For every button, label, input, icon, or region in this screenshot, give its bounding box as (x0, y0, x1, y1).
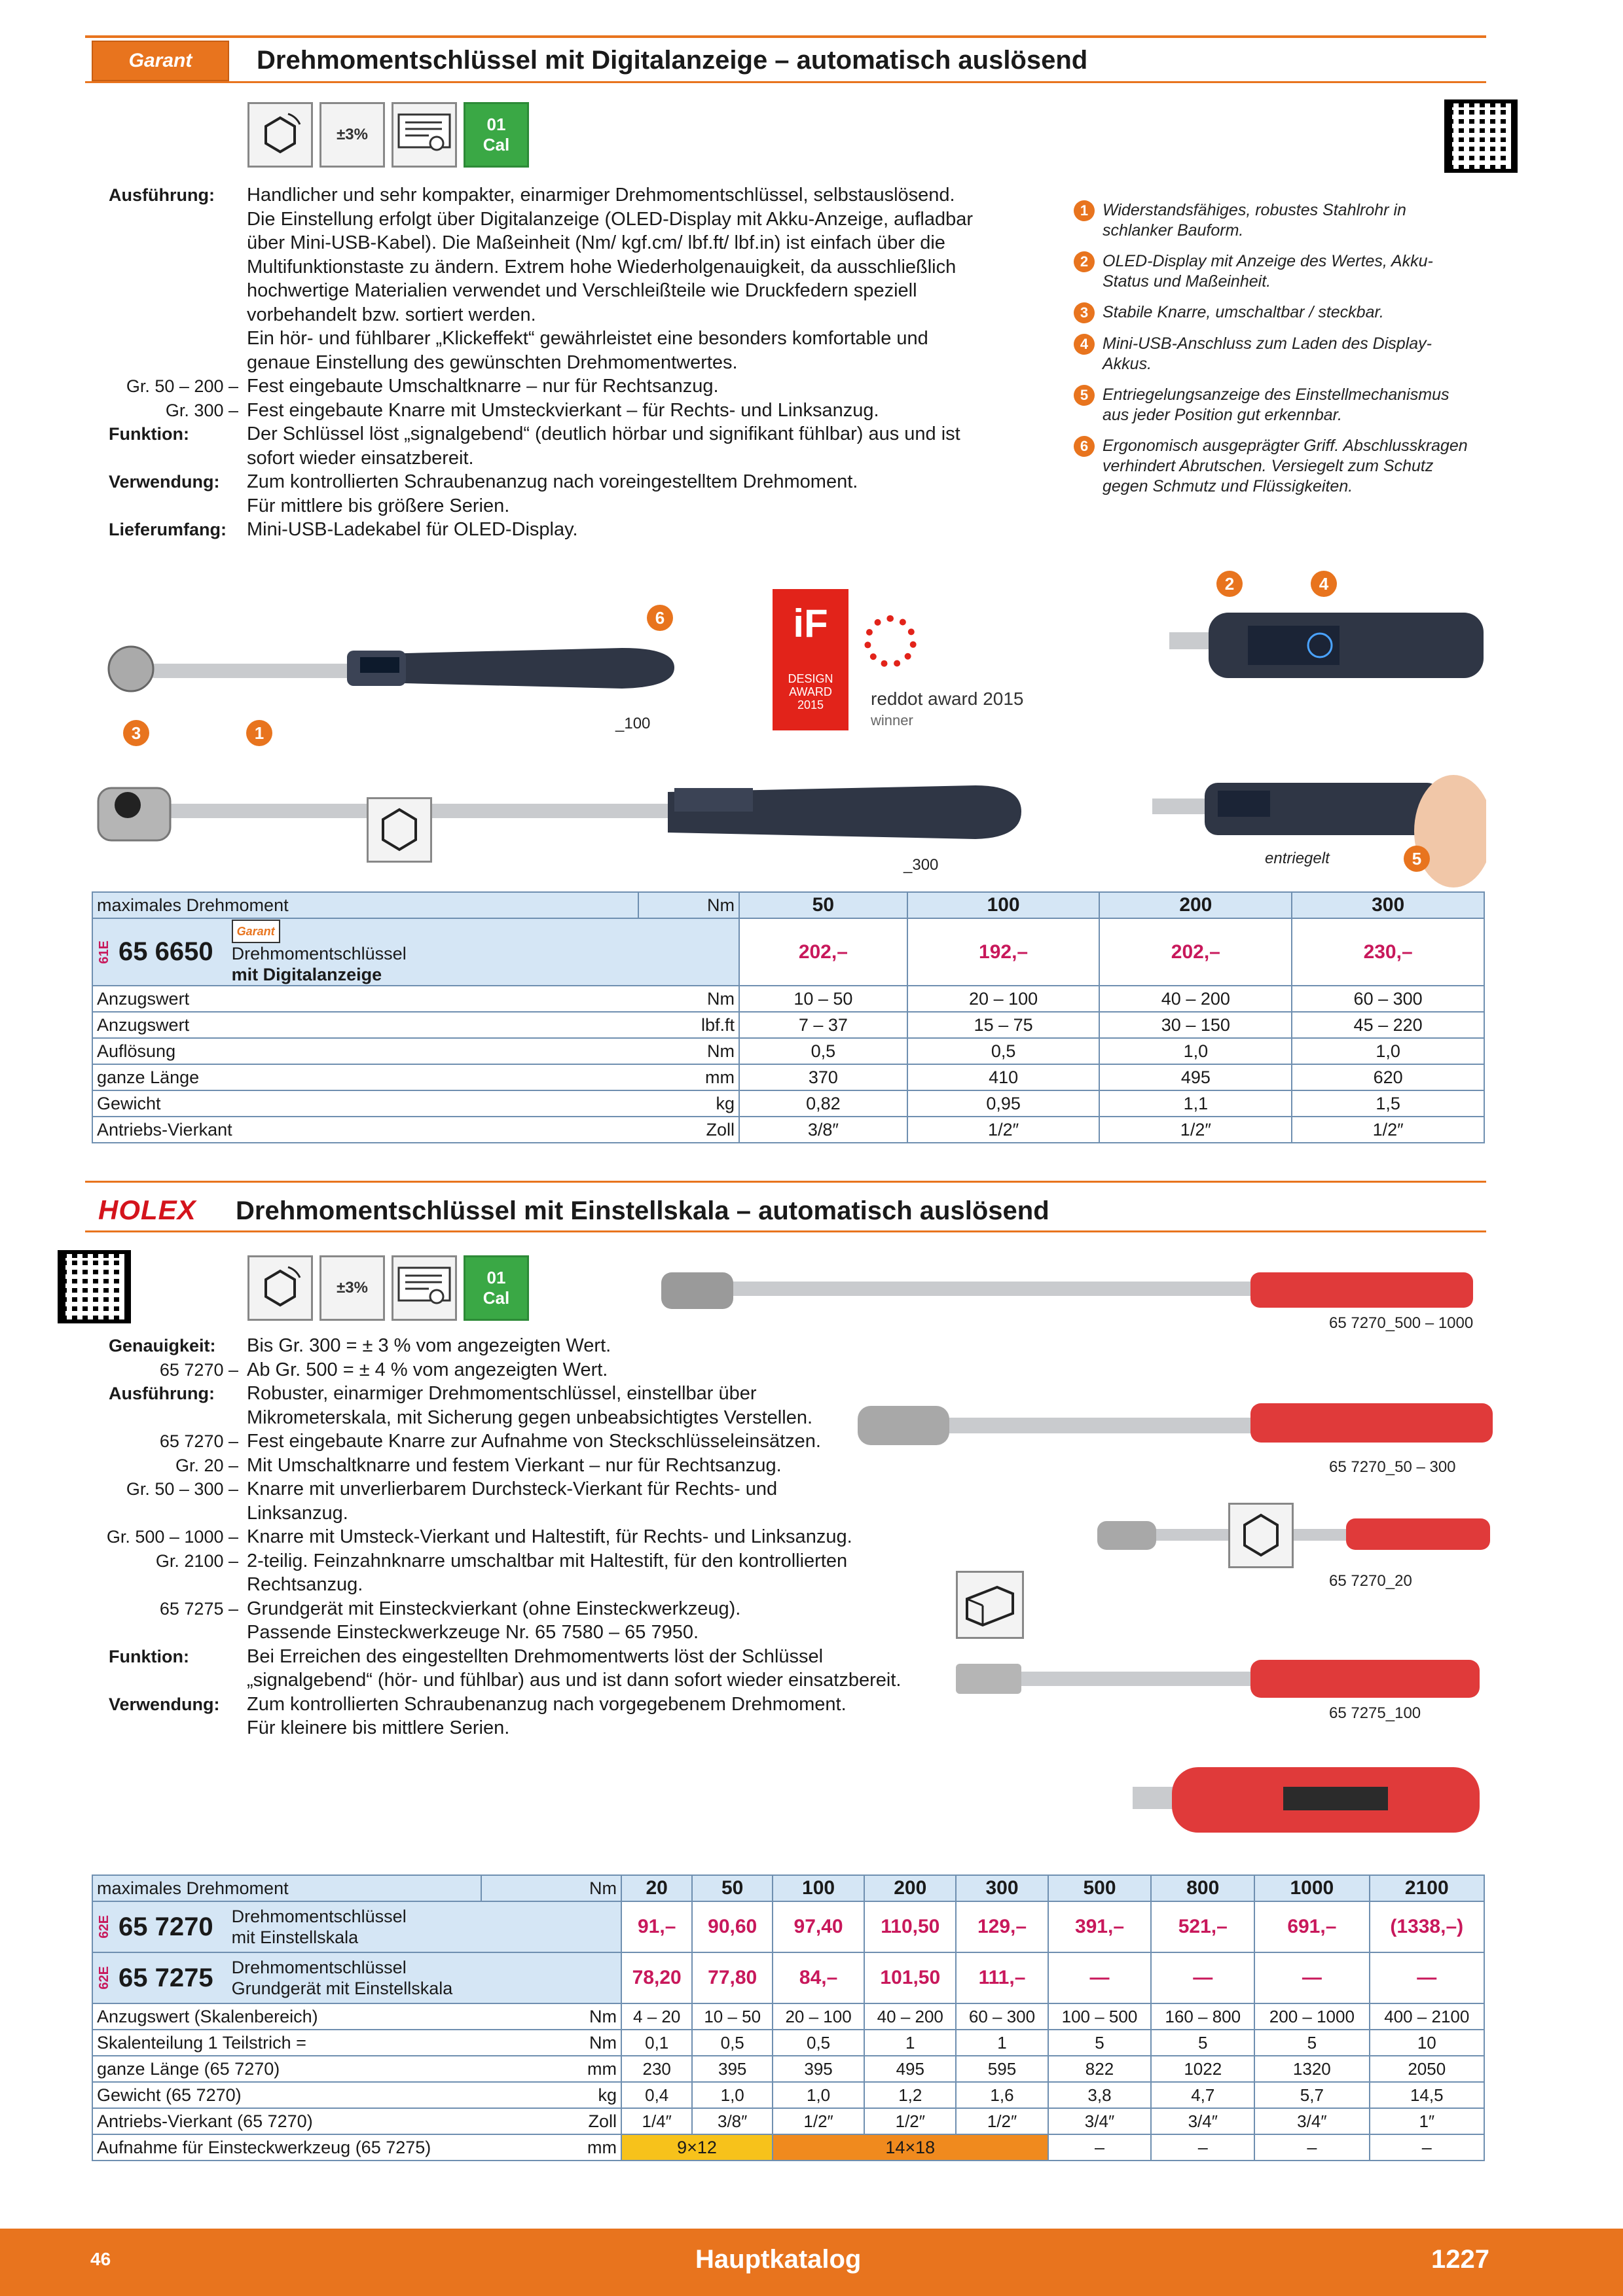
value-cell: – (1370, 2134, 1484, 2161)
row-unit: Nm (638, 1038, 739, 1064)
desc-line: vorbehandelt bzw. sortiert werden. (247, 304, 536, 325)
feature-note (1080, 334, 1469, 374)
value-cell: 410 (907, 1064, 1100, 1090)
table-row-aufnahme (92, 2134, 1484, 2161)
row-unit: mm (481, 2056, 621, 2082)
section2-title: Drehmomentschlüssel mit Einstellskala – automatisch auslösend (236, 1196, 1049, 1225)
note-number: 4 (1074, 334, 1095, 355)
value-cell: 1320 (1254, 2056, 1369, 2082)
value-cell: 20 – 100 (773, 2003, 864, 2030)
row-unit: kg (638, 1090, 739, 1117)
row-unit: kg (481, 2082, 621, 2108)
product-name (232, 1957, 453, 1999)
page-number-right: 1227 (1431, 2245, 1489, 2274)
price-cell: 202,– (1099, 918, 1292, 986)
qr-code-icon (1444, 99, 1518, 173)
desc-line: Mini-USB-Ladekabel für OLED-Display. (247, 519, 578, 540)
value-cell: 0,4 (621, 2082, 692, 2108)
feature-note (1080, 200, 1469, 241)
table-row (92, 2108, 1484, 2134)
value-cell: 595 (956, 2056, 1048, 2082)
callout-3: 3 (123, 720, 149, 746)
value-cell: 495 (864, 2056, 956, 2082)
product-name-2: mit Einstellskala (231, 1928, 359, 1947)
value-cell: 230 (621, 2056, 692, 2082)
desc-label: Gr. 500 – 1000 – (106, 1527, 238, 1547)
product-name (232, 919, 407, 985)
row-unit: Zoll (481, 2108, 621, 2134)
table-header-row (92, 1875, 1484, 1901)
product-row (92, 1901, 1484, 1952)
section1-rule (85, 81, 1486, 83)
value-cell: 400 – 2100 (1370, 2003, 1484, 2030)
price-cell: 129,– (956, 1901, 1048, 1952)
desc-line: Linksanzug. (247, 1502, 348, 1524)
size-cell: 200 (1099, 892, 1292, 918)
callout-2: 2 (1216, 571, 1243, 597)
desc-line: Fest eingebaute Umschaltknarre – nur für Rechtsanzug. (247, 376, 719, 397)
section2-rule-top (85, 1181, 1486, 1183)
caption-7275-100: 65 7275_100 (1329, 1704, 1421, 1722)
header-unit: Nm (638, 892, 739, 918)
desc-line: Passende Einsteckwerkzeuge Nr. 65 7580 – 65 7950. (247, 1622, 699, 1643)
wrench-500-1000-image (661, 1263, 1486, 1322)
product-cell (92, 1952, 621, 2003)
value-cell: 3/8″ (692, 2108, 773, 2134)
price-cell: 192,– (907, 918, 1100, 986)
value-cell: 10 (1370, 2030, 1484, 2056)
desc-label: Verwendung: (109, 1694, 220, 1714)
row-label: Skalenteilung 1 Teilstrich = (92, 2030, 481, 2056)
table-row (92, 1012, 1484, 1038)
calibration-icon: 01 Cal (464, 102, 529, 168)
hex-drive-2-icon (1228, 1503, 1294, 1568)
aufnahme-14x18: 14×18 (773, 2134, 1048, 2161)
digital-wrench-300-image (92, 766, 1021, 864)
value-cell: 0,95 (907, 1090, 1100, 1117)
size-cell: 100 (773, 1875, 864, 1901)
value-cell: 5,7 (1254, 2082, 1369, 2108)
product-name-1: Drehmomentschlüssel (231, 1958, 407, 1977)
value-cell: 1/2″ (773, 2108, 864, 2134)
note-text: Ergonomisch ausgeprägter Griff. Abschlusskragen verhindert Abrutschen. Versiegelt zum Schutz gegen Schmutz und Flüssigkeiten. (1103, 437, 1468, 495)
section1-spec-table (92, 891, 1485, 1143)
row-label: Aufnahme für Einsteckwerkzeug (65 7275) (92, 2134, 481, 2161)
value-cell: 5 (1151, 2030, 1254, 2056)
product-name-1: Drehmomentschlüssel (231, 944, 407, 963)
value-cell: 40 – 200 (1099, 986, 1292, 1012)
value-cell: 20 – 100 (907, 986, 1100, 1012)
product-name-1: Drehmomentschlüssel (231, 1907, 407, 1926)
size-cell: 50 (692, 1875, 773, 1901)
value-cell: 1/2″ (907, 1117, 1100, 1143)
desc-label: Funktion: (109, 424, 189, 444)
holex-logo: HOLEX (98, 1194, 196, 1225)
value-cell: 0,82 (739, 1090, 907, 1117)
header-unit: Nm (481, 1875, 621, 1901)
side-code: 62E (97, 1966, 111, 1990)
value-cell: 2050 (1370, 2056, 1484, 2082)
price-cell: — (1370, 1952, 1484, 2003)
value-cell: 0,5 (739, 1038, 907, 1064)
value-cell: 1/2″ (1292, 1117, 1484, 1143)
value-cell: 1,2 (864, 2082, 956, 2108)
note-number: 2 (1074, 251, 1095, 272)
row-label: Anzugswert (92, 986, 638, 1012)
value-cell: 14,5 (1370, 2082, 1484, 2108)
table-row (92, 2003, 1484, 2030)
value-cell: 45 – 220 (1292, 1012, 1484, 1038)
product-cell (92, 918, 739, 986)
note-text: Widerstandsfähiges, robustes Stahlrohr in schlanker Bauform. (1103, 201, 1406, 240)
digital-wrench-100-image (98, 609, 687, 726)
header-label: maximales Drehmoment (92, 1875, 481, 1901)
value-cell: 1″ (1370, 2108, 1484, 2134)
value-cell: 395 (692, 2056, 773, 2082)
caption-300: _300 (903, 856, 939, 874)
value-cell: 4 – 20 (621, 2003, 692, 2030)
row-unit: Nm (638, 986, 739, 1012)
table-header-row (92, 892, 1484, 918)
value-cell: 1 (864, 2030, 956, 2056)
aufnahme-9x12: 9×12 (621, 2134, 773, 2161)
table-row (92, 986, 1484, 1012)
value-cell: 3/4″ (1151, 2108, 1254, 2134)
certificate-2-icon (392, 1255, 457, 1321)
price-cell: 77,80 (692, 1952, 773, 2003)
caption-20: 65 7270_20 (1329, 1572, 1412, 1590)
side-code: 62E (97, 1915, 111, 1939)
size-cell: 200 (864, 1875, 956, 1901)
price-cell: 521,– (1151, 1901, 1254, 1952)
value-cell: 495 (1099, 1064, 1292, 1090)
reddot-winner-text: winner (871, 712, 913, 728)
footer-title: Hauptkatalog (695, 2245, 862, 2274)
desc-line: Robuster, einarmiger Drehmomentschlüssel, einstellbar über (247, 1383, 757, 1404)
value-cell: 15 – 75 (907, 1012, 1100, 1038)
value-cell: 3,8 (1048, 2082, 1152, 2108)
row-label: ganze Länge (65 7270) (92, 2056, 481, 2082)
value-cell: 1,0 (1099, 1038, 1292, 1064)
size-cell: 100 (907, 892, 1100, 918)
price-cell: — (1254, 1952, 1369, 2003)
note-text: Stabile Knarre, umschaltbar / steckbar. (1103, 303, 1384, 321)
desc-line: über Mini-USB-Kabel). Die Maßeinheit (Nm/ kgf.cm/ lbf.ft/ lbf.in) ist einfach über die (247, 232, 945, 253)
qr-code-2-icon (58, 1250, 131, 1323)
value-cell: 0,1 (621, 2030, 692, 2056)
certificate-icon (392, 102, 457, 168)
product-name-2: Grundgerät mit Einstellskala (231, 1979, 453, 1998)
price-cell: 230,– (1292, 918, 1484, 986)
product-row (92, 1952, 1484, 2003)
tolerance-2-icon: ±3% (319, 1255, 385, 1321)
row-unit: mm (638, 1064, 739, 1090)
value-cell: 3/8″ (739, 1117, 907, 1143)
caption-500-1000: 65 7270_500 – 1000 (1329, 1314, 1474, 1332)
row-label: Auflösung (92, 1038, 638, 1064)
row-unit: Zoll (638, 1117, 739, 1143)
row-label: Antriebs-Vierkant (65 7270) (92, 2108, 481, 2134)
garant-logo: Garant (92, 41, 229, 81)
value-cell: 1/2″ (1099, 1117, 1292, 1143)
desc-line: Der Schlüssel löst „signalgebend“ (deutlich hörbar und signifikant fühlbar) aus und ist (247, 423, 960, 444)
table-row (92, 1038, 1484, 1064)
size-cell: 2100 (1370, 1875, 1484, 1901)
feature-note (1080, 251, 1469, 292)
desc-line: Mikrometerskala, mit Sicherung gegen unbeabsichtigtes Verstellen. (247, 1407, 813, 1428)
desc-line: Bis Gr. 300 = ± 3 % vom angezeigten Wert. (247, 1335, 611, 1356)
desc-label: 65 7275 – (159, 1598, 238, 1619)
desc-label: Ausführung: (109, 1384, 215, 1403)
desc-label: Verwendung: (109, 472, 220, 492)
value-cell: 5 (1048, 2030, 1152, 2056)
price-cell: 111,– (956, 1952, 1048, 2003)
row-unit: Nm (481, 2030, 621, 2056)
price-cell: 202,– (739, 918, 907, 986)
section2-spec-table (92, 1874, 1485, 2161)
size-cell: 800 (1151, 1875, 1254, 1901)
value-cell: – (1254, 2134, 1369, 2161)
desc-line: Fest eingebaute Knarre zur Aufnahme von Steckschlüsseleinsätzen. (247, 1431, 821, 1452)
desc-label: Gr. 2100 – (155, 1551, 238, 1571)
value-cell: 1,0 (1292, 1038, 1484, 1064)
desc-line: hochwertige Materialien verwendet und Verschleißteile wie Druckfedern speziell (247, 280, 917, 301)
row-label: Antriebs-Vierkant (92, 1117, 638, 1143)
value-cell: 395 (773, 2056, 864, 2082)
value-cell: 200 – 1000 (1254, 2003, 1369, 2030)
value-cell: 822 (1048, 2056, 1152, 2082)
caption-entriegelt: entriegelt (1265, 850, 1330, 867)
product-name-2: mit Digitalanzeige (231, 965, 382, 984)
table-row (92, 1064, 1484, 1090)
value-cell: 3/4″ (1048, 2108, 1152, 2134)
row-unit: Nm (481, 2003, 621, 2030)
reddot-award-text: reddot award 2015 (871, 689, 1024, 709)
desc-label: Genauigkeit: (109, 1336, 216, 1355)
desc-label: Ausführung: (109, 185, 215, 205)
wrench-50-300-image (858, 1394, 1499, 1466)
desc-label: 65 7270 – (159, 1431, 238, 1451)
value-cell: 0,5 (907, 1038, 1100, 1064)
garant-small-logo: Garant (232, 920, 280, 943)
row-unit: lbf.ft (638, 1012, 739, 1038)
size-cell: 300 (956, 1875, 1048, 1901)
desc-line: Zum kontrollierten Schraubenanzug nach voreingestelltem Drehmoment. (247, 471, 858, 492)
table-row (92, 2056, 1484, 2082)
desc-line: Fest eingebaute Knarre mit Umsteckvierkant – für Rechts- und Linksanzug. (247, 399, 879, 421)
table-row (92, 1090, 1484, 1117)
row-label: Anzugswert (Skalenbereich) (92, 2003, 481, 2030)
table-row (92, 1117, 1484, 1143)
section1-title: Drehmomentschlüssel mit Digitalanzeige – automatisch auslösend (257, 46, 1088, 75)
reddot-logo-icon (864, 615, 917, 668)
value-cell: 1022 (1151, 2056, 1254, 2082)
price-cell: — (1151, 1952, 1254, 2003)
side-code: 61E (97, 940, 111, 964)
feature-note (1080, 302, 1469, 323)
value-cell: 4,7 (1151, 2082, 1254, 2108)
value-cell: – (1151, 2134, 1254, 2161)
note-number: 1 (1074, 200, 1095, 221)
desc-line: genaue Einstellung des gewünschten Drehmomentwertes. (247, 351, 738, 373)
desc-label: Gr. 300 – (165, 400, 238, 420)
desc-label: Gr. 20 – (175, 1455, 238, 1475)
size-cell: 20 (621, 1875, 692, 1901)
scale-grip-closeup-image (1133, 1761, 1486, 1839)
desc-label: Funktion: (109, 1646, 189, 1666)
size-cell: 300 (1292, 892, 1484, 918)
desc-line: Rechtsanzug. (247, 1574, 363, 1595)
desc-line: Grundgerät mit Einsteckvierkant (ohne Einsteckwerkzeug). (247, 1598, 741, 1619)
desc-label: 65 7270 – (159, 1359, 238, 1380)
top-rule (85, 35, 1486, 38)
unlock-indicator-image (1152, 759, 1486, 888)
value-cell: 40 – 200 (864, 2003, 956, 2030)
value-cell: 5 (1254, 2030, 1369, 2056)
note-text: Entriegelungsanzeige des Einstellmechanismus aus jeder Position gut erkennbar. (1103, 386, 1450, 424)
value-cell: 60 – 300 (1292, 986, 1484, 1012)
value-cell: 1/4″ (621, 2108, 692, 2134)
desc-label: Gr. 50 – 300 – (126, 1479, 238, 1499)
desc-line: Mit Umschaltknarre und festem Vierkant – nur für Rechtsanzug. (247, 1454, 782, 1476)
section2-rule (85, 1230, 1486, 1232)
desc-line: Knarre mit Umsteck-Vierkant und Haltestift, für Rechts- und Linksanzug. (247, 1526, 852, 1547)
price-cell: 91,– (621, 1901, 692, 1952)
row-label: Gewicht (65 7270) (92, 2082, 481, 2108)
value-cell: 1/2″ (864, 2108, 956, 2134)
tolerance-icon: ±3% (319, 102, 385, 168)
callout-6: 6 (647, 605, 673, 631)
price-cell: 101,50 (864, 1952, 956, 2003)
price-cell: 78,20 (621, 1952, 692, 2003)
desc-line: „signalgebend“ (hör- und fühlbar) aus und ist dann sofort wieder einsatzbereit. (247, 1670, 902, 1691)
table-row (92, 2082, 1484, 2108)
desc-line: sofort wieder einsatzbereit. (247, 447, 474, 469)
caption-50-300: 65 7270_50 – 300 (1329, 1458, 1456, 1476)
desc-label: Gr. 50 – 200 – (126, 376, 238, 396)
row-label: Gewicht (92, 1090, 638, 1117)
note-text: Mini-USB-Anschluss zum Laden des Display-Akkus. (1103, 334, 1432, 373)
value-cell: 1/2″ (956, 2108, 1048, 2134)
value-cell: 1,1 (1099, 1090, 1292, 1117)
desc-line: Handlicher und sehr kompakter, einarmiger Drehmomentschlüssel, selbstauslösend. (247, 185, 955, 206)
size-cell: 1000 (1254, 1875, 1369, 1901)
feature-note (1080, 385, 1469, 425)
row-label: ganze Länge (92, 1064, 638, 1090)
feature-note (1080, 436, 1469, 497)
desc-line: Zum kontrollierten Schraubenanzug nach vorgegebenem Drehmoment. (247, 1693, 847, 1715)
desc-line: Ab Gr. 500 = ± 4 % vom angezeigten Wert. (247, 1359, 608, 1380)
note-number: 3 (1074, 302, 1095, 323)
caption-100: _100 (615, 715, 651, 732)
value-cell: 100 – 500 (1048, 2003, 1152, 2030)
price-cell: (1338,–) (1370, 1901, 1484, 1952)
value-cell: 1 (956, 2030, 1048, 2056)
value-cell: 10 – 50 (692, 2003, 773, 2030)
value-cell: 1,0 (773, 2082, 864, 2108)
row-unit: mm (481, 2134, 621, 2161)
price-cell: 90,60 (692, 1901, 773, 1952)
price-cell: 391,– (1048, 1901, 1152, 1952)
callout-5: 5 (1404, 846, 1430, 872)
header-label: maximales Drehmoment (92, 892, 638, 918)
page-number-left: 46 (90, 2249, 111, 2269)
desc-line: Ein hör- und fühlbarer „Klickeffekt“ gewährleistet eine besonders komfortable und (247, 328, 928, 349)
value-cell: 1,0 (692, 2082, 773, 2108)
product-cell (92, 1901, 621, 1952)
sku: 65 6650 (119, 937, 213, 966)
value-cell: 10 – 50 (739, 986, 907, 1012)
value-cell: 1,5 (1292, 1090, 1484, 1117)
calibration-2-icon: 01 Cal (464, 1255, 529, 1321)
size-cell: 50 (739, 892, 907, 918)
desc-line: Bei Erreichen des eingestellten Drehmomentwerts löst der Schlüssel (247, 1645, 824, 1667)
if-design-award-logo: iF DESIGN AWARD 2015 (773, 589, 848, 730)
value-cell: 30 – 150 (1099, 1012, 1292, 1038)
value-cell: – (1048, 2134, 1152, 2161)
hex-drive-icon (367, 797, 432, 863)
value-cell: 160 – 800 (1151, 2003, 1254, 2030)
desc-line: Für mittlere bis größere Serien. (247, 495, 510, 516)
sku: 65 7270 (119, 1912, 213, 1941)
hex-ratchet-icon (247, 102, 313, 168)
price-cell: 97,40 (773, 1901, 864, 1952)
value-cell: 0,5 (692, 2030, 773, 2056)
desc-line: 2-teilig. Feinzahnknarre umschaltbar mit Haltestift, für den kontrollierten (247, 1550, 848, 1571)
product-name (232, 1906, 407, 1948)
desc-line: Knarre mit unverlierbarem Durchsteck-Vierkant für Rechts- und (247, 1479, 778, 1499)
desc-line: Die Einstellung erfolgt über Digitalanzeige (OLED-Display mit Akku-Anzeige, aufladbar (247, 208, 973, 230)
note-text: OLED-Display mit Anzeige des Wertes, Akku-Status und Maßeinheit. (1103, 252, 1433, 291)
wrench-7275-100-image (956, 1649, 1493, 1708)
value-cell: 7 – 37 (739, 1012, 907, 1038)
value-cell: 60 – 300 (956, 2003, 1048, 2030)
value-cell: 620 (1292, 1064, 1484, 1090)
value-cell: 370 (739, 1064, 907, 1090)
product-row (92, 918, 1484, 986)
wrench-20-image (1097, 1511, 1503, 1563)
note-number: 5 (1074, 385, 1095, 406)
row-label: Anzugswert (92, 1012, 638, 1038)
callout-4: 4 (1311, 571, 1337, 597)
value-cell: 0,5 (773, 2030, 864, 2056)
sku: 65 7275 (119, 1963, 213, 1992)
price-cell: — (1048, 1952, 1152, 2003)
price-cell: 84,– (773, 1952, 864, 2003)
price-cell: 110,50 (864, 1901, 956, 1952)
desc-line: Multifunktionstaste zu ändern. Extrem hohe Wiederholgenauigkeit, da ausschließlich (247, 256, 957, 278)
value-cell: 3/4″ (1254, 2108, 1369, 2134)
size-cell: 500 (1048, 1875, 1152, 1901)
table-row (92, 2030, 1484, 2056)
square-insert-icon (956, 1571, 1024, 1639)
price-cell: 691,– (1254, 1901, 1369, 1952)
callout-1: 1 (246, 720, 272, 746)
hex-ratchet-2-icon (247, 1255, 313, 1321)
value-cell: 1,6 (956, 2082, 1048, 2108)
desc-line: Für kleinere bis mittlere Serien. (247, 1717, 510, 1738)
note-number: 6 (1074, 436, 1095, 457)
desc-label: Lieferumfang: (109, 520, 227, 539)
